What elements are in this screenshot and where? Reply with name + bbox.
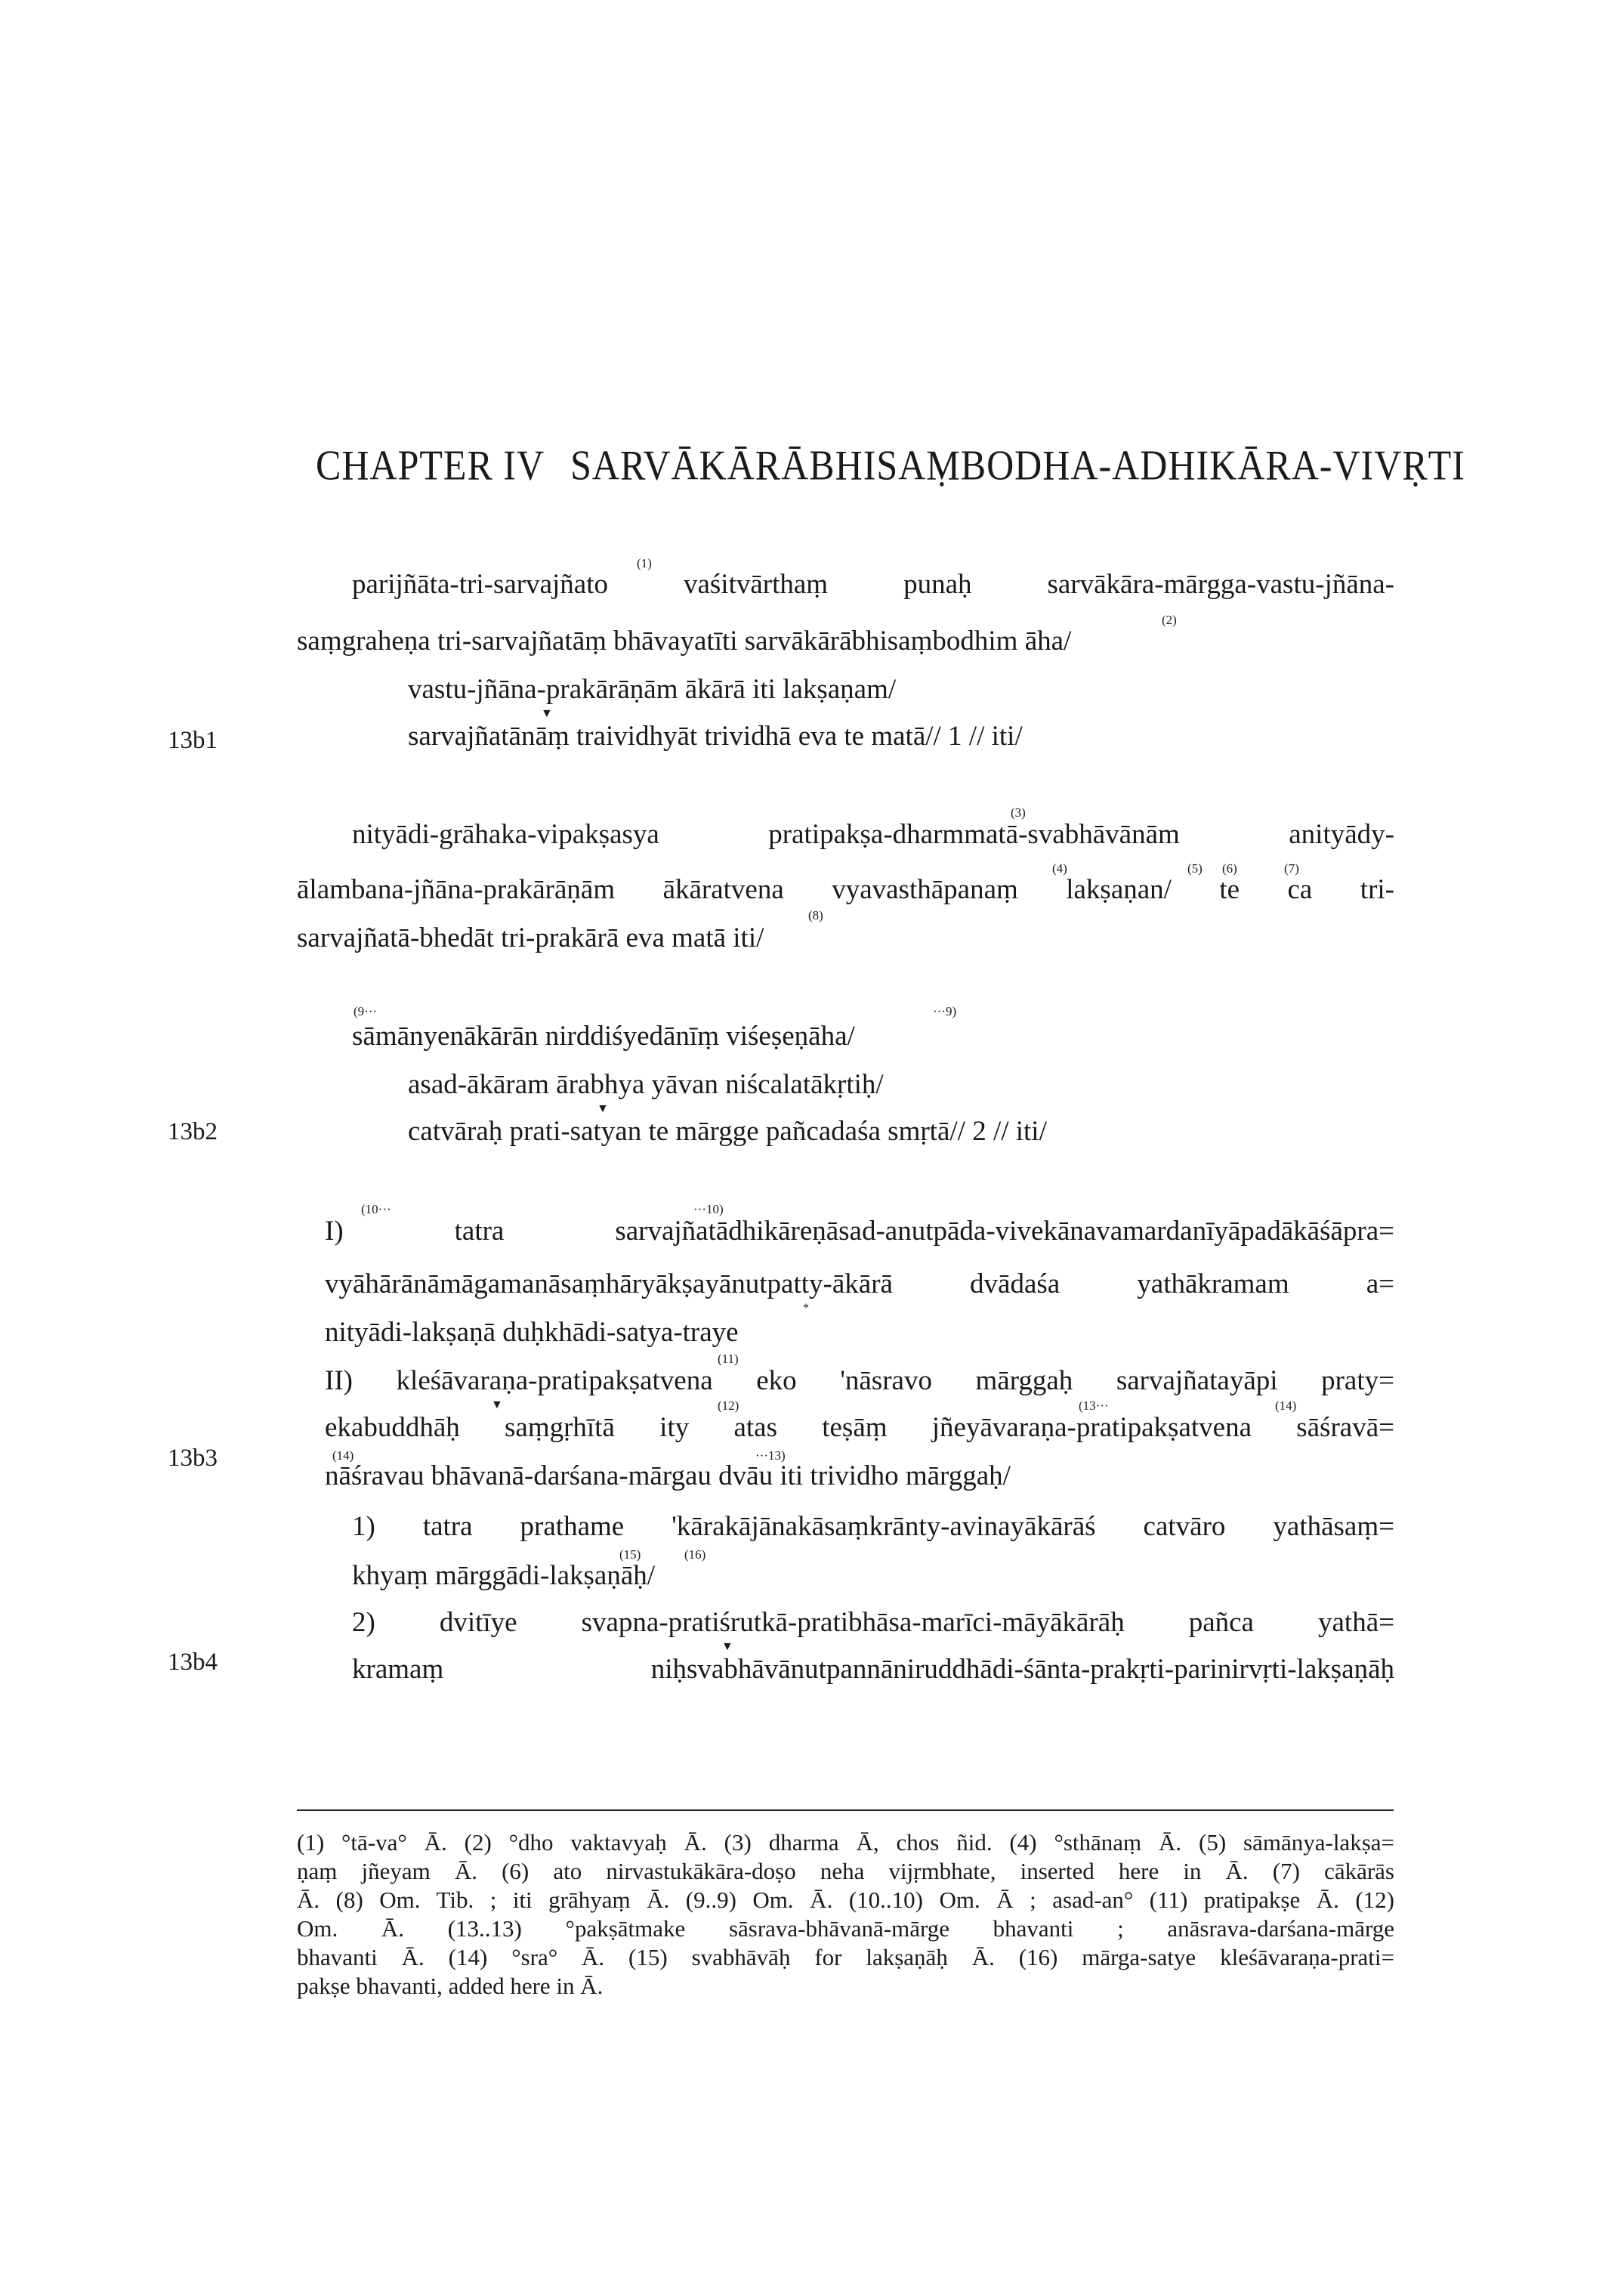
verse-line: asad-ākāram ārabhya yāvan niścalatākṛtiḥ/ bbox=[408, 1069, 884, 1100]
text-line: saṃgraheṇa tri-sarvajñatāṃ bhāvayatīti sarvākārābhisaṃbodhim āha/ bbox=[297, 626, 1072, 657]
note-mark: (2) bbox=[1162, 613, 1177, 627]
text-line: 2) dvitīye svapna-pratiśrutkā-pratibhāsa-marīci-māyākārāḥ pañca yathā= bbox=[352, 1607, 1394, 1638]
text-line: ekabuddhāḥ saṃgṛhītā ity atas teṣāṃ jñeyāvaraṇa-pratipakṣatvena sāśravā= bbox=[325, 1412, 1394, 1443]
note-mark: (5) bbox=[1187, 861, 1203, 876]
text-line: II) kleśāvaraṇa-pratipakṣatvena eko 'nāsravo mārggaḥ sarvajñatayāpi praty= bbox=[325, 1365, 1394, 1396]
margin-ref-13b3: 13b3 bbox=[168, 1445, 218, 1472]
footnote-rule bbox=[297, 1809, 1394, 1811]
margin-ref-13b2: 13b2 bbox=[168, 1118, 218, 1145]
note-mark: ···10) bbox=[693, 1202, 724, 1216]
note-mark: (6) bbox=[1222, 861, 1237, 876]
arrow-marker: ▼ bbox=[721, 1640, 733, 1653]
text-line: khyaṃ mārggādi-lakṣaṇāḥ/ bbox=[352, 1560, 656, 1591]
note-mark: (7) bbox=[1284, 861, 1299, 876]
footnote-line: ṇaṃ jñeyam Ā. (6) ato nirvastukākāra-doṣo neha vijṛmbhate, inserted here in Ā. (7) cākārās bbox=[297, 1858, 1394, 1884]
footnote-line: pakṣe bhavanti, added here in Ā. bbox=[297, 1973, 604, 1999]
text-line: ālambana-jñāna-prakārāṇām ākāratvena vyavasthāpanaṃ lakṣaṇan/ te ca tri- bbox=[297, 874, 1394, 905]
footnote-line: bhavanti Ā. (14) °sra° Ā. (15) svabhāvāḥ for lakṣaṇāḥ Ā. (16) mārga-satye kleśāvaraṇa-prati= bbox=[297, 1944, 1394, 1970]
note-mark: ···13) bbox=[755, 1448, 786, 1463]
text-line: vyāhārānāmāgamanāsaṃhāryākṣayānutpatty-ākārā dvādaśa yathākramam a= bbox=[325, 1269, 1394, 1299]
chapter-title: SARVĀKĀRĀBHISAṂBODHA-ADHIKĀRA-VIVṚTI bbox=[570, 441, 1465, 489]
chapter-number: CHAPTER IV bbox=[316, 441, 545, 489]
asterisk-marker: * bbox=[803, 1302, 809, 1315]
note-mark: (3) bbox=[1011, 805, 1026, 820]
note-mark: (4) bbox=[1052, 861, 1067, 876]
note-mark: (15) bbox=[619, 1547, 641, 1562]
text-line: kramaṃ niḥsvabhāvānutpannāniruddhādi-śānta-prakṛti-parinirvṛti-lakṣaṇāḥ bbox=[352, 1654, 1394, 1685]
text-line: sarvajñatā-bhedāt tri-prakārā eva matā iti/ bbox=[297, 922, 764, 953]
note-mark: (9··· bbox=[354, 1004, 378, 1018]
footnote-line: Ā. (8) Om. Tib. ; iti grāhyaṃ Ā. (9..9) Om. Ā. (10..10) Om. Ā ; asad-an° (11) pratipakṣe Ā. (12) bbox=[297, 1887, 1394, 1913]
note-mark: ···9) bbox=[933, 1004, 957, 1018]
verse-line: catvāraḥ prati-satyan te mārgge pañcadaśa smṛtā// 2 // iti/ bbox=[408, 1116, 1047, 1147]
verse-line: vastu-jñāna-prakārāṇām ākārā iti lakṣaṇam/ bbox=[408, 674, 897, 705]
text-line: nityādi-lakṣaṇā duḥkhādi-satya-traye bbox=[325, 1317, 739, 1348]
arrow-marker: ▼ bbox=[597, 1102, 609, 1115]
note-mark: (10··· bbox=[361, 1202, 391, 1216]
text-line: nāśravau bhāvanā-darśana-mārgau dvāu iti trividho mārggaḥ/ bbox=[325, 1460, 1011, 1491]
note-mark: (13··· bbox=[1079, 1398, 1109, 1413]
note-mark: (1) bbox=[637, 556, 652, 570]
note-mark: (16) bbox=[684, 1547, 706, 1562]
note-mark: (12) bbox=[718, 1398, 739, 1413]
margin-ref-13b4: 13b4 bbox=[168, 1649, 218, 1676]
note-mark: (14) bbox=[332, 1448, 354, 1463]
text-line: I) tatra sarvajñatādhikāreṇāsad-anutpāda-vivekānavamardanīyāpadākāśāpra= bbox=[325, 1216, 1394, 1247]
footnote-line: (1) °tā-va° Ā. (2) °dho vaktavyaḥ Ā. (3) dharma Ā, chos ñid. (4) °sthānaṃ Ā. (5) sāmānya-lakṣa= bbox=[297, 1829, 1394, 1856]
margin-ref-13b1: 13b1 bbox=[168, 727, 218, 754]
arrow-marker: ▼ bbox=[541, 707, 553, 720]
note-mark: (11) bbox=[718, 1352, 739, 1366]
text-line: parijñāta-tri-sarvajñato vaśitvārthaṃ punaḥ sarvākāra-mārgga-vastu-jñāna- bbox=[352, 569, 1394, 600]
verse-line: sarvajñatānāṃ traividhyāt trividhā eva te matā// 1 // iti/ bbox=[408, 721, 1023, 752]
footnote-line: Om. Ā. (13..13) °pakṣātmake sāsrava-bhāvanā-mārge bhavanti ; anāsrava-darśana-mārge bbox=[297, 1915, 1394, 1942]
note-mark: (14) bbox=[1275, 1398, 1297, 1413]
text-line: nityādi-grāhaka-vipakṣasya pratipakṣa-dharmmatā-svabhāvānām anityādy- bbox=[352, 819, 1394, 850]
note-mark: (8) bbox=[808, 908, 823, 922]
text-line: sāmānyenākārān nirddiśyedānīṃ viśeṣeṇāha/ bbox=[352, 1021, 855, 1052]
chapter-heading bbox=[316, 440, 1465, 490]
text-line: 1) tatra prathame 'kārakājānakāsaṃkrānty-avinayākārāś catvāro yathāsaṃ= bbox=[352, 1511, 1394, 1542]
arrow-marker: ▼ bbox=[491, 1398, 503, 1411]
